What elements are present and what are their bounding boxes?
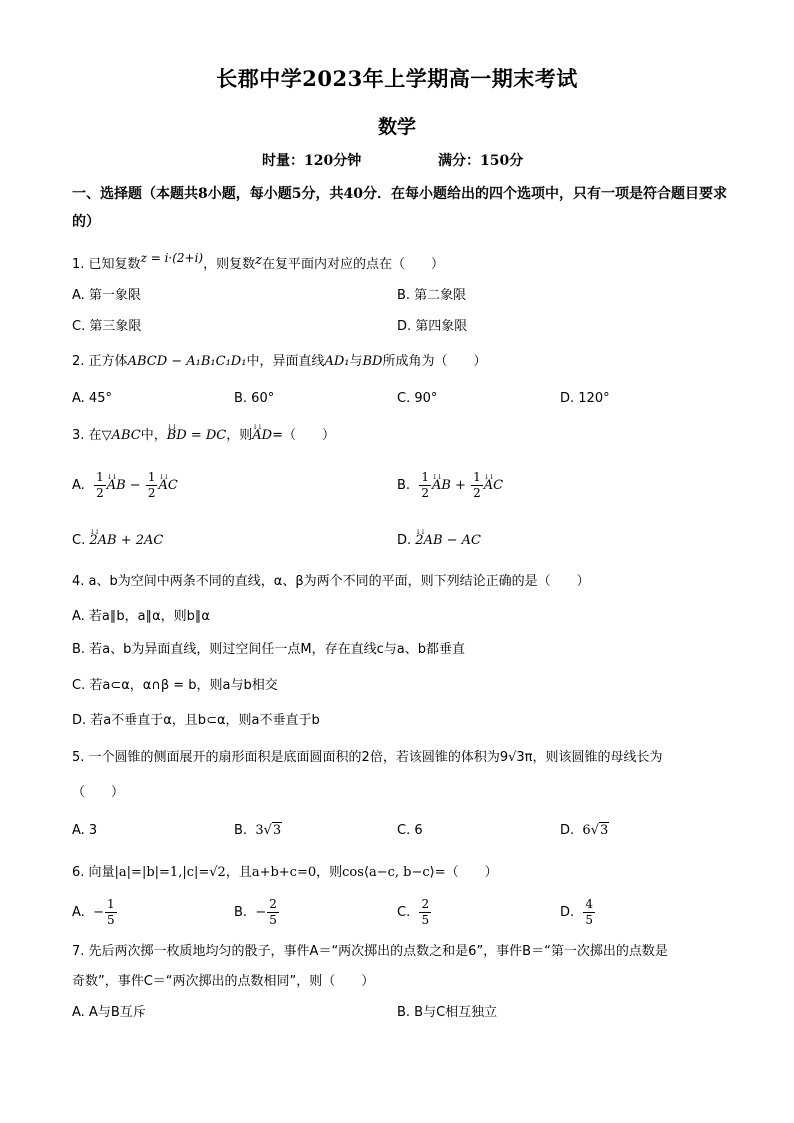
- question-text: 中，异面直线: [246, 354, 325, 369]
- question-number: 6.: [72, 865, 85, 880]
- option-a: A. − $\frac{1}{5}$: [72, 897, 115, 927]
- option-d: D. 若a不垂直于α，且b⊂α，则a不垂直于b: [72, 713, 320, 728]
- option-c: C. $\frac{2}{5}$: [397, 897, 430, 927]
- question-4: [72, 573, 590, 591]
- option-c: C. 若a⊂α，α∩β = b，则a与b相交: [72, 678, 278, 693]
- math-expression: z = i·(2+i): [140, 251, 204, 265]
- math-expression: ▽ABC: [101, 428, 141, 443]
- option-a: A. 若a∥b，a∥α，则b∥α: [72, 609, 211, 624]
- question-text: 一个圆锥的侧面展开的扇形面积是底面圆面积的2倍，若该圆锥的体积为9√3π，则该圆锥的母线长为: [88, 750, 663, 765]
- vector-equation: ↓↓ BD = DC: [167, 427, 227, 445]
- option-b: B. 60°: [234, 391, 275, 406]
- question-text: ，则复数: [203, 257, 256, 272]
- question-text: 先后两次掷一枚质地均匀的骰子，事件A＝“两次掷出的点数之和是6”，事件B＝“第一次掷出的点数是: [88, 944, 668, 959]
- question-7-line2: 奇数”，事件C＝“两次掷出的点数相同”，则（ ）: [72, 974, 375, 989]
- exam-subject: 数学: [377, 116, 416, 138]
- option-d: D. 6√3: [560, 823, 609, 838]
- sqrt-symbol: √3: [590, 823, 609, 838]
- option-b: B. $\frac{1}{2}$ ↓↓ AB + $\frac{1}{2}$ ↓↓ AC: [397, 470, 503, 501]
- exam-time: 时量：120分钟: [262, 153, 362, 169]
- vector-ad: ↓↓ AD: [252, 427, 272, 445]
- option-c: C. 90°: [397, 391, 438, 406]
- option-a: A. 第一象限: [72, 288, 141, 303]
- option-a: A. $\frac{1}{2}$ ↓↓ AB − $\frac{1}{2}$ ↓↓ AC: [72, 470, 178, 501]
- math-expression: BD: [362, 354, 383, 369]
- fraction: $\frac{1}{2}$: [421, 470, 429, 500]
- question-number: 1.: [72, 257, 85, 272]
- fraction: $\frac{1}{2}$: [147, 470, 156, 500]
- option-b: B. B与C相互独立: [397, 1005, 498, 1020]
- option-b: B. 第二象限: [397, 288, 467, 303]
- question-5-paren: （ ）: [72, 785, 125, 800]
- question-text: 已知复数: [88, 257, 141, 272]
- sqrt-symbol: √3: [263, 823, 282, 838]
- fraction: $\frac{2}{5}$: [421, 897, 430, 927]
- question-number: 4.: [72, 574, 85, 589]
- question-text: 向量|a|=|b|=1,|c|=√2，且a+b+c=0，则cos⟨a−c, b−c⟩=（ ）: [88, 865, 498, 880]
- question-5: [72, 749, 662, 767]
- option-c: C. 第三象限: [72, 319, 142, 334]
- fraction: $\frac{1}{2}$: [96, 470, 104, 500]
- option-a: A. 45°: [72, 391, 112, 406]
- option-d: D. 第四象限: [397, 319, 468, 334]
- question-number: 3.: [72, 428, 85, 443]
- question-text: 所成角为（ ）: [382, 354, 487, 369]
- question-number: 2.: [72, 354, 85, 369]
- exam-title: 长郡中学2023年上学期高一期末考试: [216, 66, 578, 91]
- option-d: D. $\frac{4}{5}$: [560, 897, 594, 927]
- question-text: 正方体: [88, 354, 128, 369]
- question-text: 在复平面内对应的点在（ ）: [262, 257, 445, 272]
- question-text: 与: [349, 354, 363, 369]
- option-b: B. 若a、b为异面直线，则过空间任一点M，存在直线c与a、b都垂直: [72, 642, 465, 657]
- question-3: [72, 427, 335, 445]
- fraction: $\frac{2}{5}$: [269, 897, 277, 927]
- option-c: C. 6: [397, 823, 423, 838]
- question-2: [72, 353, 487, 371]
- question-6: [72, 864, 498, 882]
- section-heading: 一、选择题（本题共8小题，每小题5分，共40分．在每小题给出的四个选项中，只有一项是符合题目要求的）: [72, 186, 727, 230]
- math-expression: AD₁: [324, 354, 350, 369]
- question-text: 中，: [140, 428, 167, 443]
- question-text: =（ ）: [272, 428, 335, 443]
- option-d: D. 120°: [560, 391, 610, 406]
- question-text: 在: [88, 428, 102, 443]
- fraction: $\frac{1}{2}$: [473, 470, 481, 500]
- exam-score: 满分：150分: [438, 153, 524, 169]
- question-text: ，则: [226, 428, 253, 443]
- question-number: 5.: [72, 750, 85, 765]
- option-a: A. 3: [72, 823, 98, 838]
- math-expression: ABCD − A₁B₁C₁D₁: [127, 354, 247, 369]
- option-c: C. ↓↓ 2AB + 2AC: [72, 532, 163, 550]
- option-a: A. A与B互斥: [72, 1005, 146, 1020]
- math-variable: z: [255, 253, 262, 268]
- question-7: [72, 943, 668, 961]
- option-d: D. ↓↓ 2AB − AC: [397, 532, 481, 550]
- question-number: 7.: [72, 944, 85, 959]
- fraction: $\frac{1}{5}$: [106, 897, 115, 927]
- fraction: $\frac{4}{5}$: [585, 897, 594, 927]
- option-b: B. 3√3: [234, 823, 282, 838]
- question-1: [72, 251, 445, 274]
- question-text: a、b为空间中两条不同的直线，α、β为两个不同的平面，则下列结论正确的是（ ）: [88, 574, 590, 589]
- option-b: B. − $\frac{2}{5}$: [234, 897, 277, 927]
